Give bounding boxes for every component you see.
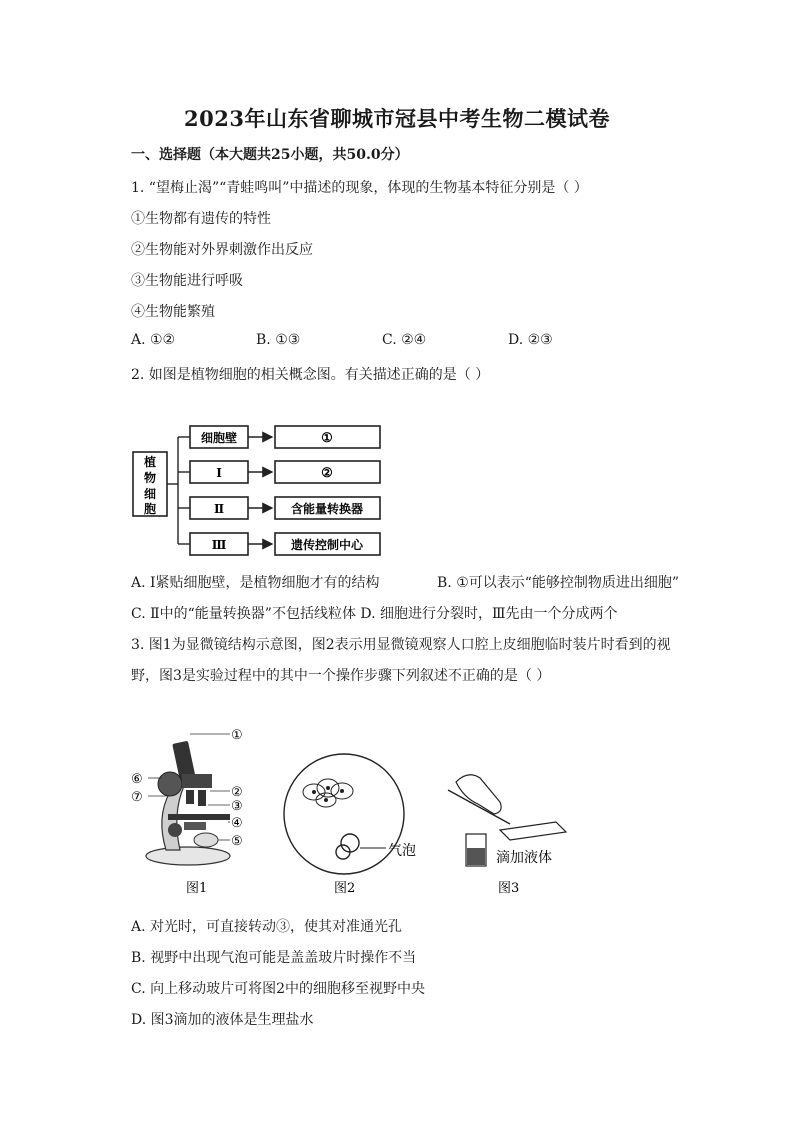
microscope-experiment-figure [128,722,578,902]
question-1-option-d: D. ②③ [508,332,553,348]
diagram-root-char-3: 细 [143,487,157,501]
diagram-label-cell-wall: 细胞壁 [200,431,238,445]
diagram-label-1: ① [321,431,333,446]
fig1-marker-6: ⑥ [131,772,143,787]
question-3-stem-line-1: 3. 图1为显微镜结构示意图，图2表示用显微镜观察人口腔上皮细胞临时装片时看到的视 [131,637,671,653]
fig1-marker-1: ① [231,728,243,743]
fig1-caption: 图1 [186,881,208,896]
diagram-label-2: ② [321,466,333,481]
fig1-marker-7: ⑦ [131,790,143,805]
question-3-stem-line-2: 野，图3是实验过程中的其中一个操作步骤下列叙述不正确的是（ ） [131,668,551,684]
microscope-field-of-view [284,754,404,874]
section-heading: 一、选择题（本大题共25小题，共50.0分） [131,147,409,163]
question-2-option-a: A. Ⅰ紧贴细胞壁，是植物细胞才有的结构 [131,575,380,591]
fig1-marker-2: ② [231,785,243,800]
question-2-stem: 2. 如图是植物细胞的相关概念图。有关描述正确的是（ ） [131,367,490,383]
fig2-caption: 图2 [334,881,356,896]
fig1-marker-4: ④ [231,816,243,831]
question-3-option-c: C. 向上移动玻片可将图2中的细胞移至视野中央 [131,981,426,997]
diagram-label-i: Ⅰ [216,466,222,480]
question-3-option-a: A. 对光时，可直接转动③，使其对准通光孔 [131,919,403,935]
diagram-label-energy: 含能量转换器 [290,502,364,516]
question-1-item-2: ②生物能对外界刺激作出反应 [131,242,313,258]
question-1-item-4: ④生物能繁殖 [131,304,215,320]
page-title: 2023年山东省聊城市冠县中考生物二模试卷 [184,106,610,131]
question-1-item-3: ③生物能进行呼吸 [131,273,243,289]
diagram-root-char-1: 植 [143,455,157,469]
question-1-item-1: ①生物都有遗传的特性 [131,211,271,227]
microscope-illustration [146,741,230,865]
plant-cell-concept-diagram [130,420,390,560]
question-1-option-c: C. ②④ [382,332,427,348]
question-1-option-b: B. ①③ [256,332,301,348]
question-2-option-b: B. ①可以表示“能够控制物质进出细胞” [437,575,680,591]
diagram-label-genetic: 遗传控制中心 [290,538,364,552]
question-3-option-b: B. 视野中出现气泡可能是盖盖玻片时操作不当 [131,950,417,966]
diagram-root-char-4: 胞 [143,502,157,516]
diagram-label-iii: Ⅲ [211,538,227,552]
fig1-marker-5: ⑤ [231,834,243,849]
fig3-label: 滴加液体 [496,850,552,866]
question-1-stem: 1. “望梅止渴”“青蛙鸣叫”中描述的现象，体现的生物基本特征分别是（ ） [131,180,588,196]
fig1-marker-3: ③ [231,799,243,814]
question-1-option-a: A. ①② [131,332,176,348]
diagram-label-ii: Ⅱ [213,502,225,516]
question-3-option-d: D. 图3滴加的液体是生理盐水 [131,1012,314,1028]
question-2-option-cd: C. Ⅱ中的“能量转换器”不包括线粒体 D. 细胞进行分裂时，Ⅲ先由一个分成两个 [131,606,618,622]
fig3-caption: 图3 [498,881,520,896]
fig2-bubble-label: 气泡 [388,843,416,859]
diagram-root-char-2: 物 [143,471,157,485]
